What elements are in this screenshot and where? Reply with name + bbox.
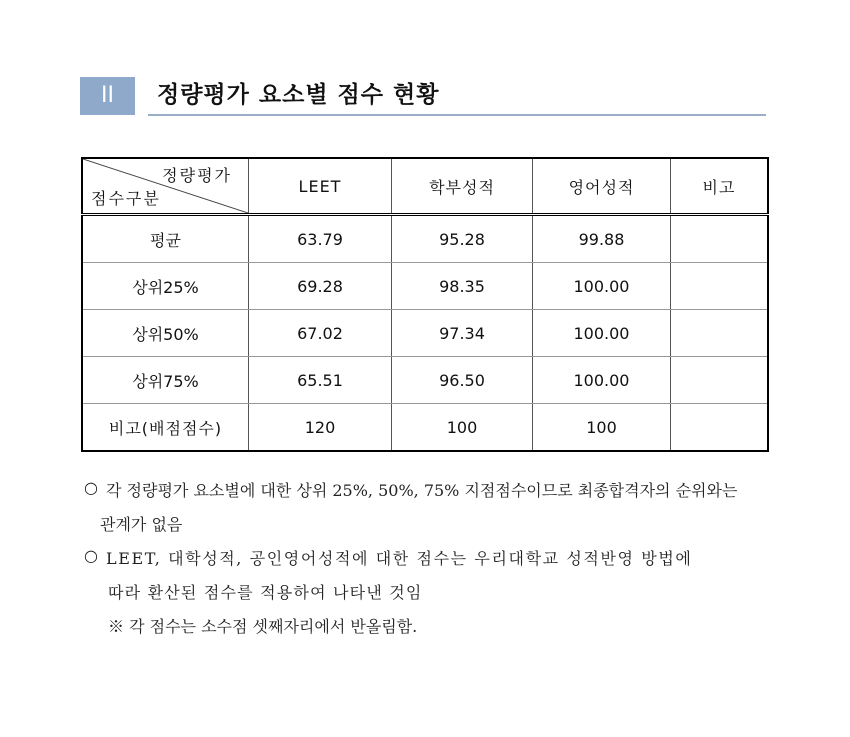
table-cell: 67.02 (249, 310, 392, 357)
table-cell: 100.00 (533, 263, 671, 310)
table-cell: 65.51 (249, 357, 392, 404)
table-cell: 97.34 (392, 310, 533, 357)
table-row (82, 215, 768, 263)
column-header-english: 영어성적 (533, 158, 671, 215)
table-cell: 100.00 (533, 357, 671, 404)
column-header-undergrad: 학부성적 (392, 158, 533, 215)
table-cell: 69.28 (249, 263, 392, 310)
table-cell (671, 310, 769, 357)
row-label: 평균 (82, 215, 249, 263)
table-row (82, 357, 768, 404)
table-cell (671, 404, 769, 452)
title-underline (148, 114, 766, 116)
row-label: 비고(배점점수) (82, 404, 249, 452)
row-label: 상위50% (82, 310, 249, 357)
note-text-continued: 따라 환산된 점수를 적용하여 나타낸 것임 (108, 583, 423, 602)
bullet-circle-icon: ○ (84, 546, 98, 565)
table-cell: 96.50 (392, 357, 533, 404)
table-cell: 95.28 (392, 215, 533, 263)
table-cell: 100 (533, 404, 671, 452)
table-row (82, 310, 768, 357)
section-title: 정량평가 요소별 점수 현황 (157, 82, 440, 108)
row-label: 상위75% (82, 357, 249, 404)
row-label: 상위25% (82, 263, 249, 310)
table-cell: 99.88 (533, 215, 671, 263)
table-header-row (82, 158, 768, 215)
note-text: 각 정량평가 요소별에 대한 상위 25%, 50%, 75% 지점점수이므로 최종합격자의 순위와는 (106, 481, 738, 500)
section-number-badge: II (80, 77, 135, 115)
table-cell (671, 357, 769, 404)
corner-top-label: 정량평가 (162, 166, 232, 185)
column-header-leet: LEET (249, 158, 392, 215)
table-cell (671, 263, 769, 310)
corner-bottom-label: 점수구분 (91, 189, 161, 208)
column-header-remarks: 비고 (671, 158, 769, 215)
table-cell: 120 (249, 404, 392, 452)
table-cell: 63.79 (249, 215, 392, 263)
table-cell (671, 215, 769, 263)
table-row (82, 263, 768, 310)
bullet-circle-icon: ○ (84, 478, 98, 497)
score-table (81, 157, 769, 452)
section-heading (80, 75, 770, 115)
note-text: LEET, 대학성적, 공인영어성적에 대한 점수는 우리대학교 성적반영 방법에 (106, 549, 693, 568)
note-text-continued: 관계가 없음 (100, 515, 183, 534)
table-corner-cell (82, 158, 249, 215)
table-cell: 98.35 (392, 263, 533, 310)
table-row (82, 404, 768, 452)
footnote-text: ※ 각 점수는 소수점 셋째자리에서 반올림함. (108, 617, 418, 636)
table-cell: 100.00 (533, 310, 671, 357)
table-cell: 100 (392, 404, 533, 452)
